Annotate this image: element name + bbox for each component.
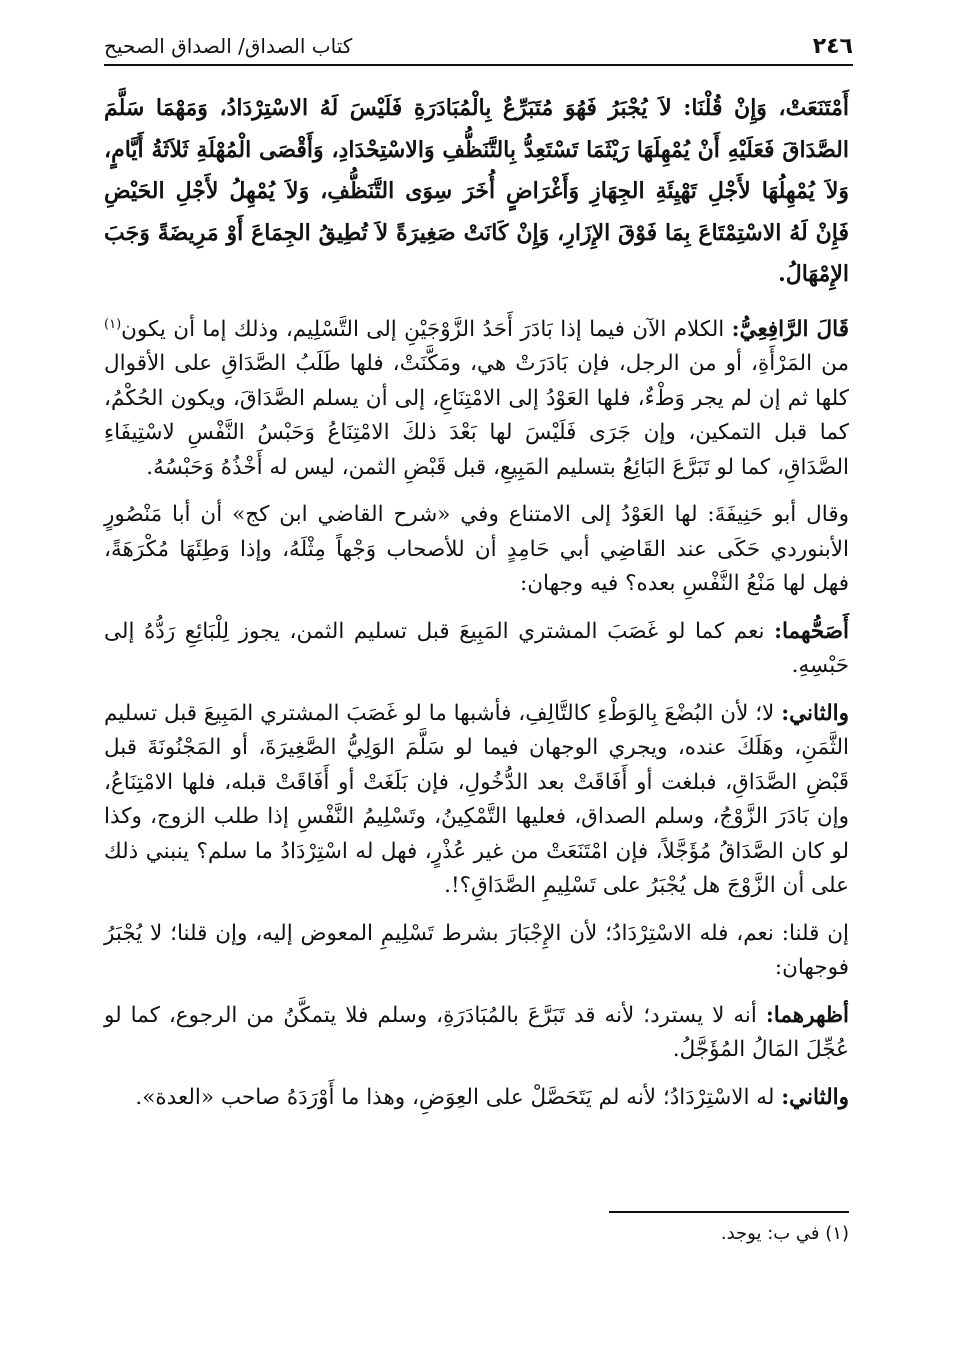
page-header <box>104 28 853 66</box>
view-label: أظهرهما: <box>765 1002 849 1028</box>
paragraph-text-continued: من المَرْأَةِ، أو من الرجل، فإن بَادَرَتْ هي، ومَكَّنَتْ، فلها طَلَبُ الصَّدَاقِ على الأقوال كلها ثم إن لم يجر وَطْءٌ، فلها العَوْدُ إلى الامْتِنَاعِ، إلى أن يسلم الصَّدَاقَ، ويكون الحُكْمُ، كما قبل التمكين، وإن جَرَى فَلَيْسَ لها بَعْدَ ذلكَ الامْتِنَاعُ وَحَبْسُ النَّفْسِ لاسْتِيفَاءِ الصَّدَاقِ، كما لو تَبَرَّعَ البَائِعُ بتسليم المَبِيعِ، قبل قَبْضِ الثمن، ليس له أَخْذُهُ وَحَبْسُهُ. <box>104 351 849 480</box>
view-label: والثاني: <box>781 700 849 726</box>
view-label: والثاني: <box>781 1084 849 1110</box>
speaker-label: قَالَ الرَّافِعِيُّ: <box>731 316 849 342</box>
footnote: (١) في ب: يوجد. <box>720 1223 849 1244</box>
page-number: ٢٤٦ <box>812 33 853 59</box>
stronger-view-paragraph <box>104 999 849 1068</box>
footnote-marker: (١) <box>104 316 122 332</box>
paragraph-text: نعم كما لو غَصَبَ المشتري المَبِيعَ قبل تسليم الثمن، يجوز لِلْبَائِعِ رَدُّهُ إلى حَبْسِهِ. <box>104 618 849 679</box>
paragraph-text: أَمْتَنَعَتْ، وَإِنْ قُلْنَا: لاَ يُجْبَرُ فَهُوَ مُتَبَرِّعٌ بِالْمُبَادَرَةِ فَلَيْسَ لَهُ الاسْتِرْدَادُ، وَمَهْمَا سَلَّمَ الصَّدَاقَ فَعَلَيْهِ أَنْ يُمْهِلَهَا رَيْثَمَا تَسْتَعِدُّ بِالتَّنَظُّفِ وَالاسْتِحْدَادِ، وَأَقْصَى الْمُهْلَةِ ثَلاَثَةُ أَيَّامٍ، وَلاَ يُمْهِلُهَا لأَجْلِ تَهْيِئَةِ الجِهَازِ وَأَغْرَاضٍ أُخَرَ سِوَى التَّنَظُّفِ، وَلاَ يُمْهِلُ لأَجْلِ الحَيْضِ فَإِنْ لَهُ الاسْتِمْتَاعَ بِمَا فَوْقَ الإِزَارِ، وَإِنْ كَانَتْ صَغِيرَةً لاَ تُطِيقُ الجِمَاعَ أَوْ مَرِيضَةً وَجَبَ الإِمْهَالُ. <box>104 95 849 287</box>
paragraph-text: لا؛ لأن البُضْعَ بِالوَطْءِ كالتَّالِفِ، فأشبها ما لو غَصَبَ المشتري المَبِيعَ قبل تسليم الثَّمَنِ، وهَلَكَ عنده، ويجري الوجهان فيما لو سَلَّمَ الوَلِيُّ الصَّغِيرَةَ، أو المَجْنُونَةَ قبل قَبْضِ الصَّدَاقِ، فبلغت أو أَفَاقَتْ بعد الدُّخُولِ، فإن بَلَغَتْ أو أَفَاقَتْ قبله، فلها الامْتِنَاعُ، وإن بَادَرَ الزَّوْجُ، وسلم الصداق، فعليها التَّمْكِينُ، وتَسْلِيمُ النَّفْسِ إذا طلب الزوج، وكذا لو كان الصَّدَاقُ مُؤَجَّلاً، فإن امْتَنَعَتْ من غير عُذْرٍ، فهل له اسْتِرْدَادُ ما سلم؟ ينبني ذلك على أن الزَّوْجَ هل يُجْبَرُ على تَسْلِيمِ الصَّدَاقِ؟!. <box>104 700 849 899</box>
first-view-paragraph <box>104 615 849 684</box>
paragraph-text: إن قلنا: نعم، فله الاسْتِرْدَادُ؛ لأن الإِجْبَارَ بشرط تَسْلِيمِ المعوض إليه، وإن قلنا؛ لا يُجْبَرُ فوجهان: <box>104 920 849 981</box>
paragraph-text: وقال أبو حَنِيفَةَ: لها العَوْدُ إلى الامتناع وفي «شرح القاضي ابن كج» أن أبا مَنْصُورٍ الأبنوردي حَكَى عند القَاضِي أبي حَامِدٍ أن للأصحاب وَجْهاً مِثْلَهُ، وإذا وَطِئَهَا مُكْرَهَةً، فهل لها مَنْعُ النَّفْسِ بعده؟ فيه وجهان: <box>104 502 849 597</box>
paragraph-text: أنه لا يسترد؛ لأنه قد تَبَرَّعَ بالمُبَادَرَةِ، وسلم فلا يتمكَّنُ من الرجوع، كما لو عُجِّلَ المَالُ المُؤَجَّلُ. <box>104 1002 849 1063</box>
final-view-paragraph <box>104 1081 849 1116</box>
paragraph-text: الكلام الآن فيما إذا بَادَرَ أَحَدُ الزَّوْجَيْنِ إلى التَّسْلِيم، وذلك إما أن يكون <box>121 316 732 342</box>
view-label: أَصَحُّهما: <box>774 618 849 644</box>
second-view-paragraph <box>104 697 849 904</box>
opening-paragraph <box>104 88 849 296</box>
conditional-paragraph <box>104 917 849 986</box>
page-body <box>104 88 849 1128</box>
abu-hanifa-paragraph <box>104 498 849 602</box>
rafii-paragraph <box>104 308 849 486</box>
paragraph-text: له الاسْتِرْدَادُ؛ لأنه لم يَتَحَصَّلْ على العِوَضِ، وهذا ما أَوْرَدَهُ صاحب «العدة». <box>135 1084 782 1110</box>
footnote-divider <box>609 1211 849 1213</box>
running-title: كتاب الصداق/ الصداق الصحيح <box>104 34 353 58</box>
